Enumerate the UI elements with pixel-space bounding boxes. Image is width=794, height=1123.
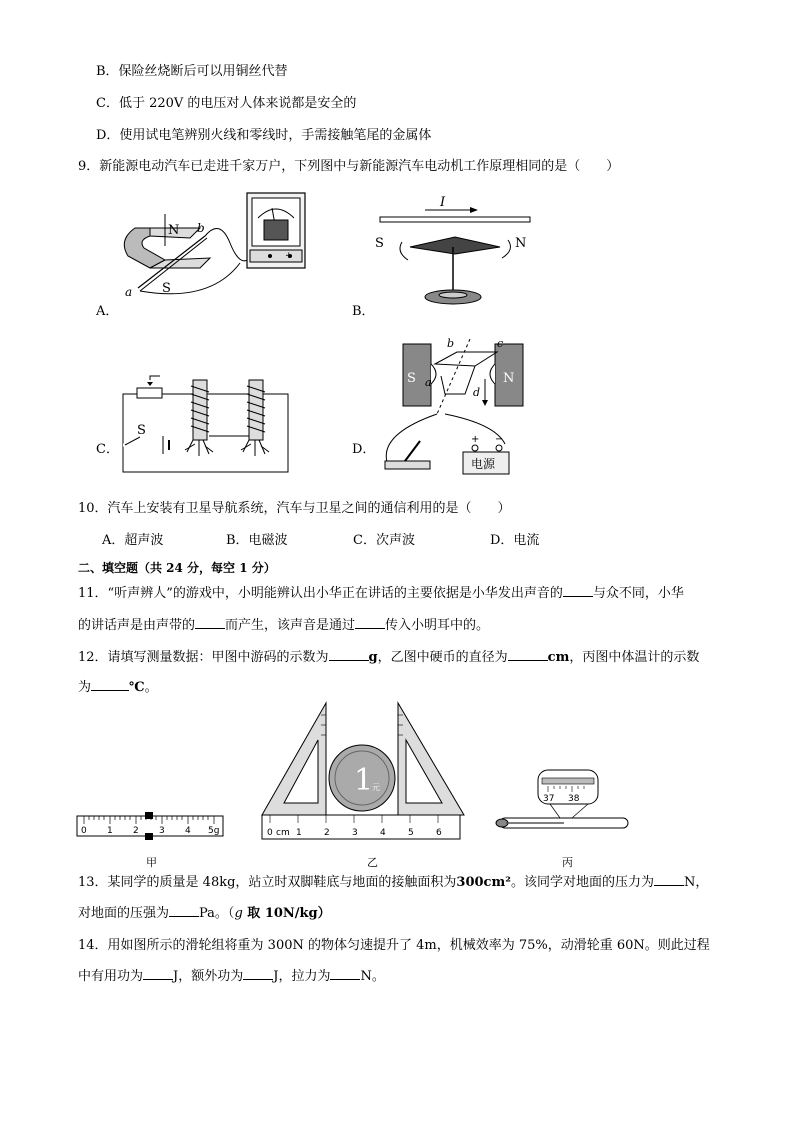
q9-figure-c bbox=[115, 372, 295, 482]
q9-label-c: C． bbox=[96, 442, 119, 457]
q12-text-5: 。 bbox=[144, 680, 158, 695]
q14-blank-3[interactable] bbox=[330, 967, 360, 980]
svg-text:+: + bbox=[285, 251, 293, 261]
q12-text-4: 为 bbox=[78, 680, 92, 695]
fig12-label-jia: 甲 bbox=[146, 856, 157, 869]
q9-figure-d bbox=[375, 334, 545, 479]
scale-cm-0: 0 bbox=[267, 828, 273, 838]
q11-text-3: 的讲话声是由声带的 bbox=[78, 618, 196, 633]
q10-option-c: C．次声波 bbox=[353, 533, 415, 548]
q9-stem: 9．新能源电动汽车已走进千家万户，下列图中与新能源汽车电动机工作原理相同的是（ ） bbox=[78, 159, 620, 174]
scale-cm-5: 5 bbox=[408, 828, 414, 838]
fig12-bing-thermometer bbox=[492, 766, 632, 836]
q14-text-2: 中有用功为 bbox=[78, 969, 144, 984]
q8-option-c: C．低于 220V 的电压对人体来说都是安全的 bbox=[96, 96, 357, 111]
coin-yuan: 元 bbox=[372, 783, 380, 792]
q14-blank-1[interactable] bbox=[143, 967, 173, 980]
thermo-38: 38 bbox=[568, 794, 580, 804]
q9-label-b: B． bbox=[352, 304, 375, 319]
q12-unit-g: g bbox=[368, 650, 378, 665]
fig12-jia-scale bbox=[76, 810, 226, 840]
q12-text-1: 12．请填写测量数据：甲图中游码的示数为 bbox=[78, 650, 329, 665]
q11-blank-3[interactable] bbox=[355, 616, 385, 629]
fig-c-s: S bbox=[137, 423, 146, 438]
q12-text-2: ，乙图中硬币的直径为 bbox=[377, 650, 508, 665]
scale-g-0: 0 bbox=[81, 826, 87, 836]
fig-d-d: d bbox=[473, 386, 481, 399]
q14-blank-2[interactable] bbox=[243, 967, 273, 980]
q13-line-1 bbox=[78, 873, 708, 893]
fig-d-n: N bbox=[503, 371, 515, 386]
section-2-title: 二、填空题（共 24 分，每空 1 分） bbox=[78, 561, 276, 575]
scale-cm-2: 2 bbox=[324, 828, 330, 838]
q13-unit-pa: Pa。（ bbox=[199, 906, 235, 921]
q11-text-5: 传入小明耳中的。 bbox=[385, 618, 490, 633]
q12-blank-3[interactable] bbox=[91, 678, 129, 691]
fig-a-n: N bbox=[168, 223, 180, 238]
fig-d-minus: − bbox=[495, 434, 504, 445]
fig-b-n: N bbox=[515, 236, 527, 251]
fig-d-source: 电源 bbox=[471, 457, 496, 471]
q12-line-2 bbox=[78, 678, 158, 698]
thermo-37: 37 bbox=[543, 794, 555, 804]
q9-label-d: D． bbox=[352, 442, 376, 457]
scale-g-2: 2 bbox=[133, 826, 139, 836]
fig-a-s: S bbox=[162, 281, 171, 296]
q11-text-2: 与众不同，小华 bbox=[592, 586, 684, 601]
q13-area: 300cm² bbox=[456, 875, 511, 890]
scale-cm-unit: cm bbox=[276, 828, 290, 838]
q13-blank-2[interactable] bbox=[169, 904, 199, 917]
scale-g-1: 1 bbox=[107, 826, 113, 836]
fig-a-a: a bbox=[125, 285, 133, 299]
q14-unit-n: N。 bbox=[360, 969, 385, 984]
q10-option-a: A．超声波 bbox=[102, 533, 164, 548]
q13-unit-n: N， bbox=[683, 875, 709, 890]
q9-figure-a bbox=[110, 188, 320, 303]
q8-option-d: D．使用试电笔辨别火线和零线时，手需接触笔尾的金属体 bbox=[96, 128, 432, 143]
q13-text-4: 取 10N/kg） bbox=[242, 906, 331, 921]
q10-stem: 10．汽车上安装有卫星导航系统，汽车与卫星之间的通信利用的是（ ） bbox=[78, 501, 511, 516]
q13-g: g bbox=[234, 906, 243, 921]
fig-d-s: S bbox=[407, 371, 416, 386]
fig-d-b: b bbox=[447, 337, 455, 350]
q12-line-1 bbox=[78, 648, 699, 668]
fig-d-plus: + bbox=[471, 434, 480, 445]
q10-option-b: B．电磁波 bbox=[226, 533, 288, 548]
q13-text-3: 对地面的压强为 bbox=[78, 906, 170, 921]
q10-option-d: D．电流 bbox=[490, 533, 540, 548]
q13-line-2 bbox=[78, 904, 331, 924]
fig-b-s: S bbox=[375, 236, 384, 251]
q11-line-2 bbox=[78, 616, 489, 636]
fig12-yi-coin-ruler bbox=[258, 700, 473, 845]
scale-cm-3: 3 bbox=[352, 828, 358, 838]
fig-a-b: b bbox=[197, 221, 205, 235]
q12-text-3: ，丙图中体温计的示数 bbox=[569, 650, 700, 665]
q14-unit-j2: J，拉力为 bbox=[273, 969, 331, 984]
scale-cm-4: 4 bbox=[380, 828, 386, 838]
q9-figure-b bbox=[370, 192, 540, 307]
q8-option-b: B．保险丝烧断后可以用铜丝代替 bbox=[96, 64, 288, 79]
q11-line-1 bbox=[78, 584, 684, 604]
fig12-label-bing: 丙 bbox=[562, 856, 573, 869]
q11-text-1: 11．“听声辨人”的游戏中，小明能辨认出小华正在讲话的主要依据是小华发出声音的 bbox=[78, 586, 563, 601]
q13-text-1: 13．某同学的质量是 48kg，站立时双脚鞋底与地面的接触面积为 bbox=[78, 875, 457, 890]
fig-d-c: c bbox=[497, 337, 504, 350]
q12-unit-cm: cm bbox=[547, 650, 570, 665]
q14-unit-j1: J，额外功为 bbox=[173, 969, 244, 984]
q11-blank-1[interactable] bbox=[563, 584, 593, 597]
coin-digit: 1 bbox=[354, 763, 374, 798]
q13-blank-1[interactable] bbox=[654, 873, 684, 886]
q9-label-a: A． bbox=[96, 304, 119, 319]
scale-g-5: 5g bbox=[208, 826, 220, 836]
q14-line-2 bbox=[78, 967, 385, 987]
q14-line-1: 14．用如图所示的滑轮组将重为 300N 的物体匀速提升了 4m，机械效率为 75%，动滑轮重 60N。则此过程 bbox=[78, 938, 710, 953]
q12-blank-2[interactable] bbox=[508, 648, 548, 661]
scale-g-4: 4 bbox=[185, 826, 191, 836]
q11-text-4: 而产生，该声音是通过 bbox=[225, 618, 356, 633]
q12-unit-celsius: ℃ bbox=[129, 680, 145, 695]
scale-g-3: 3 bbox=[159, 826, 165, 836]
q13-text-2: 。该同学对地面的压力为 bbox=[510, 875, 654, 890]
scale-cm-6: 6 bbox=[436, 828, 442, 838]
q12-blank-1[interactable] bbox=[329, 648, 369, 661]
fig-b-i: I bbox=[440, 195, 446, 210]
scale-cm-1: 1 bbox=[296, 828, 302, 838]
fig-d-a: a bbox=[425, 376, 432, 389]
q11-blank-2[interactable] bbox=[195, 616, 225, 629]
fig12-label-yi: 乙 bbox=[367, 856, 378, 869]
